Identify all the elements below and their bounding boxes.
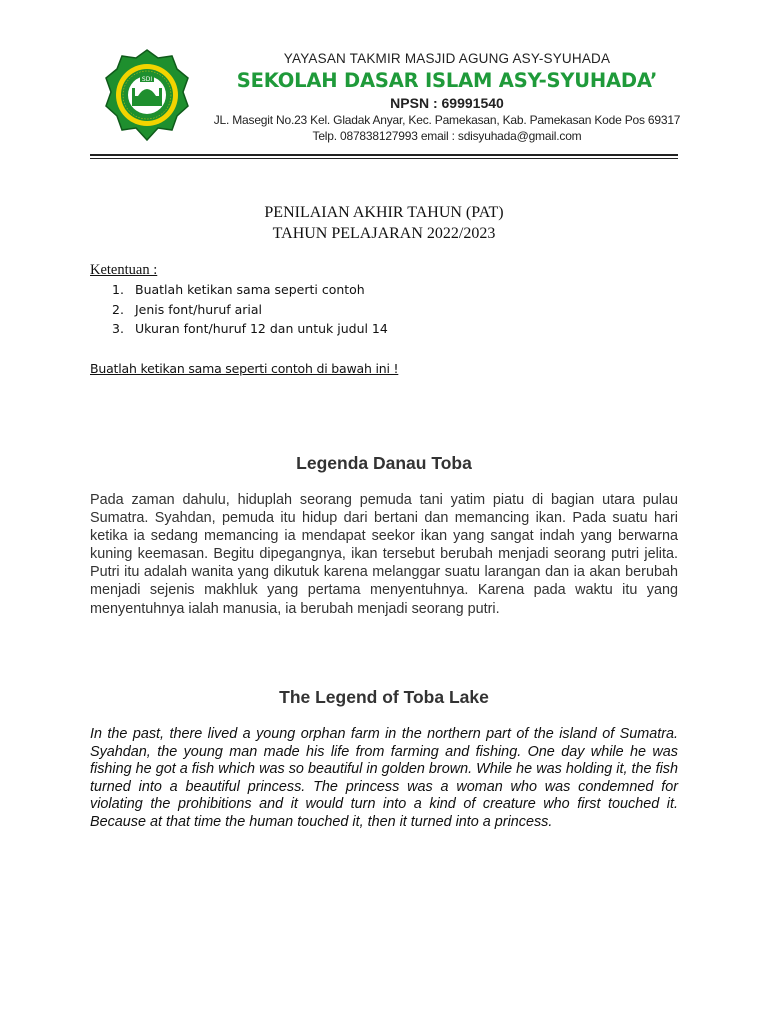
list-number: 3.	[112, 321, 124, 336]
exam-title-line1: PENILAIAN AKHIR TAHUN (PAT)	[264, 204, 504, 221]
rules-heading: Ketentuan :	[90, 262, 158, 278]
story-body-english: In the past, there lived a young orphan farm in the northern part of the island of Sumatra. Syahdan, the young man made his life from farming and fishing. One day while he was fishing he got a fish which was so beautiful in golden brown. While he was holding it, the fish turned into a beautiful princess. The princess was a woman who was condemned for violating the prohibitions and it would turn into a kind of creature who first touched it. Because at that time the human touched it, then it turned into a princess.	[90, 726, 678, 830]
school-emblem-icon	[104, 48, 190, 144]
story-title-english: The Legend of Toba Lake	[279, 687, 489, 707]
letterhead	[212, 50, 682, 144]
npsn: NPSN : 69991540	[390, 95, 504, 111]
school-contact: Telp. 087838127993 email : sdisyuhada@gmail.com	[312, 129, 582, 143]
story-title-indonesian: Legenda Danau Toba	[296, 453, 472, 473]
list-text: Buatlah ketikan sama seperti contoh	[135, 282, 365, 297]
school-address: JL. Masegit No.23 Kel. Gladak Anyar, Kec. Pamekasan, Kab. Pamekasan Kode Pos 69317	[213, 113, 681, 127]
instruction: Buatlah ketikan sama seperti contoh di bawah ini !	[90, 361, 399, 376]
list-text: Ukuran font/huruf 12 dan untuk judul 14	[135, 321, 388, 336]
foundation-name: YAYASAN TAKMIR MASJID AGUNG ASY-SYUHADA	[283, 51, 611, 66]
logo-text: SDI	[141, 76, 153, 83]
list-item	[112, 300, 388, 320]
exam-title	[90, 202, 678, 244]
list-text: Jenis font/huruf arial	[135, 301, 263, 317]
school-name: SEKOLAH DASAR ISLAM ASY-SYUHADA’	[236, 69, 658, 92]
list-number: 1.	[112, 282, 124, 297]
list-number: 2.	[112, 301, 124, 317]
letterhead-divider	[90, 154, 678, 156]
story-body-indonesian: Pada zaman dahulu, hiduplah seorang pemuda tani yatim piatu di bagian utara pulau Sumatra. Syahdan, pemuda itu hidup dari bertani dan memancing ikan. Pada suatu hari ketika ia sedang memancing ia mendapat seekor ikan yang sangat indah yang berwarna kuning keemasan. Begitu dipegangnya, ikan tersebut berubah menjadi seorang putri jelita. Putri itu adalah wanita yang dikutuk karena melanggar suatu larangan dan ia akan berubah menjadi sejenis makhluk yang pertama menyentuhnya. Karena pada waktu itu yang menyentuhnya ialah manusia, ia berubah menjadi seorang putri.	[90, 492, 678, 617]
rules-list	[112, 280, 388, 339]
letterhead-divider-thin	[90, 158, 678, 159]
exam-title-line2: TAHUN PELAJARAN 2022/2023	[272, 225, 496, 242]
school-logo	[104, 48, 190, 144]
list-item	[112, 280, 388, 300]
list-item	[112, 319, 388, 339]
